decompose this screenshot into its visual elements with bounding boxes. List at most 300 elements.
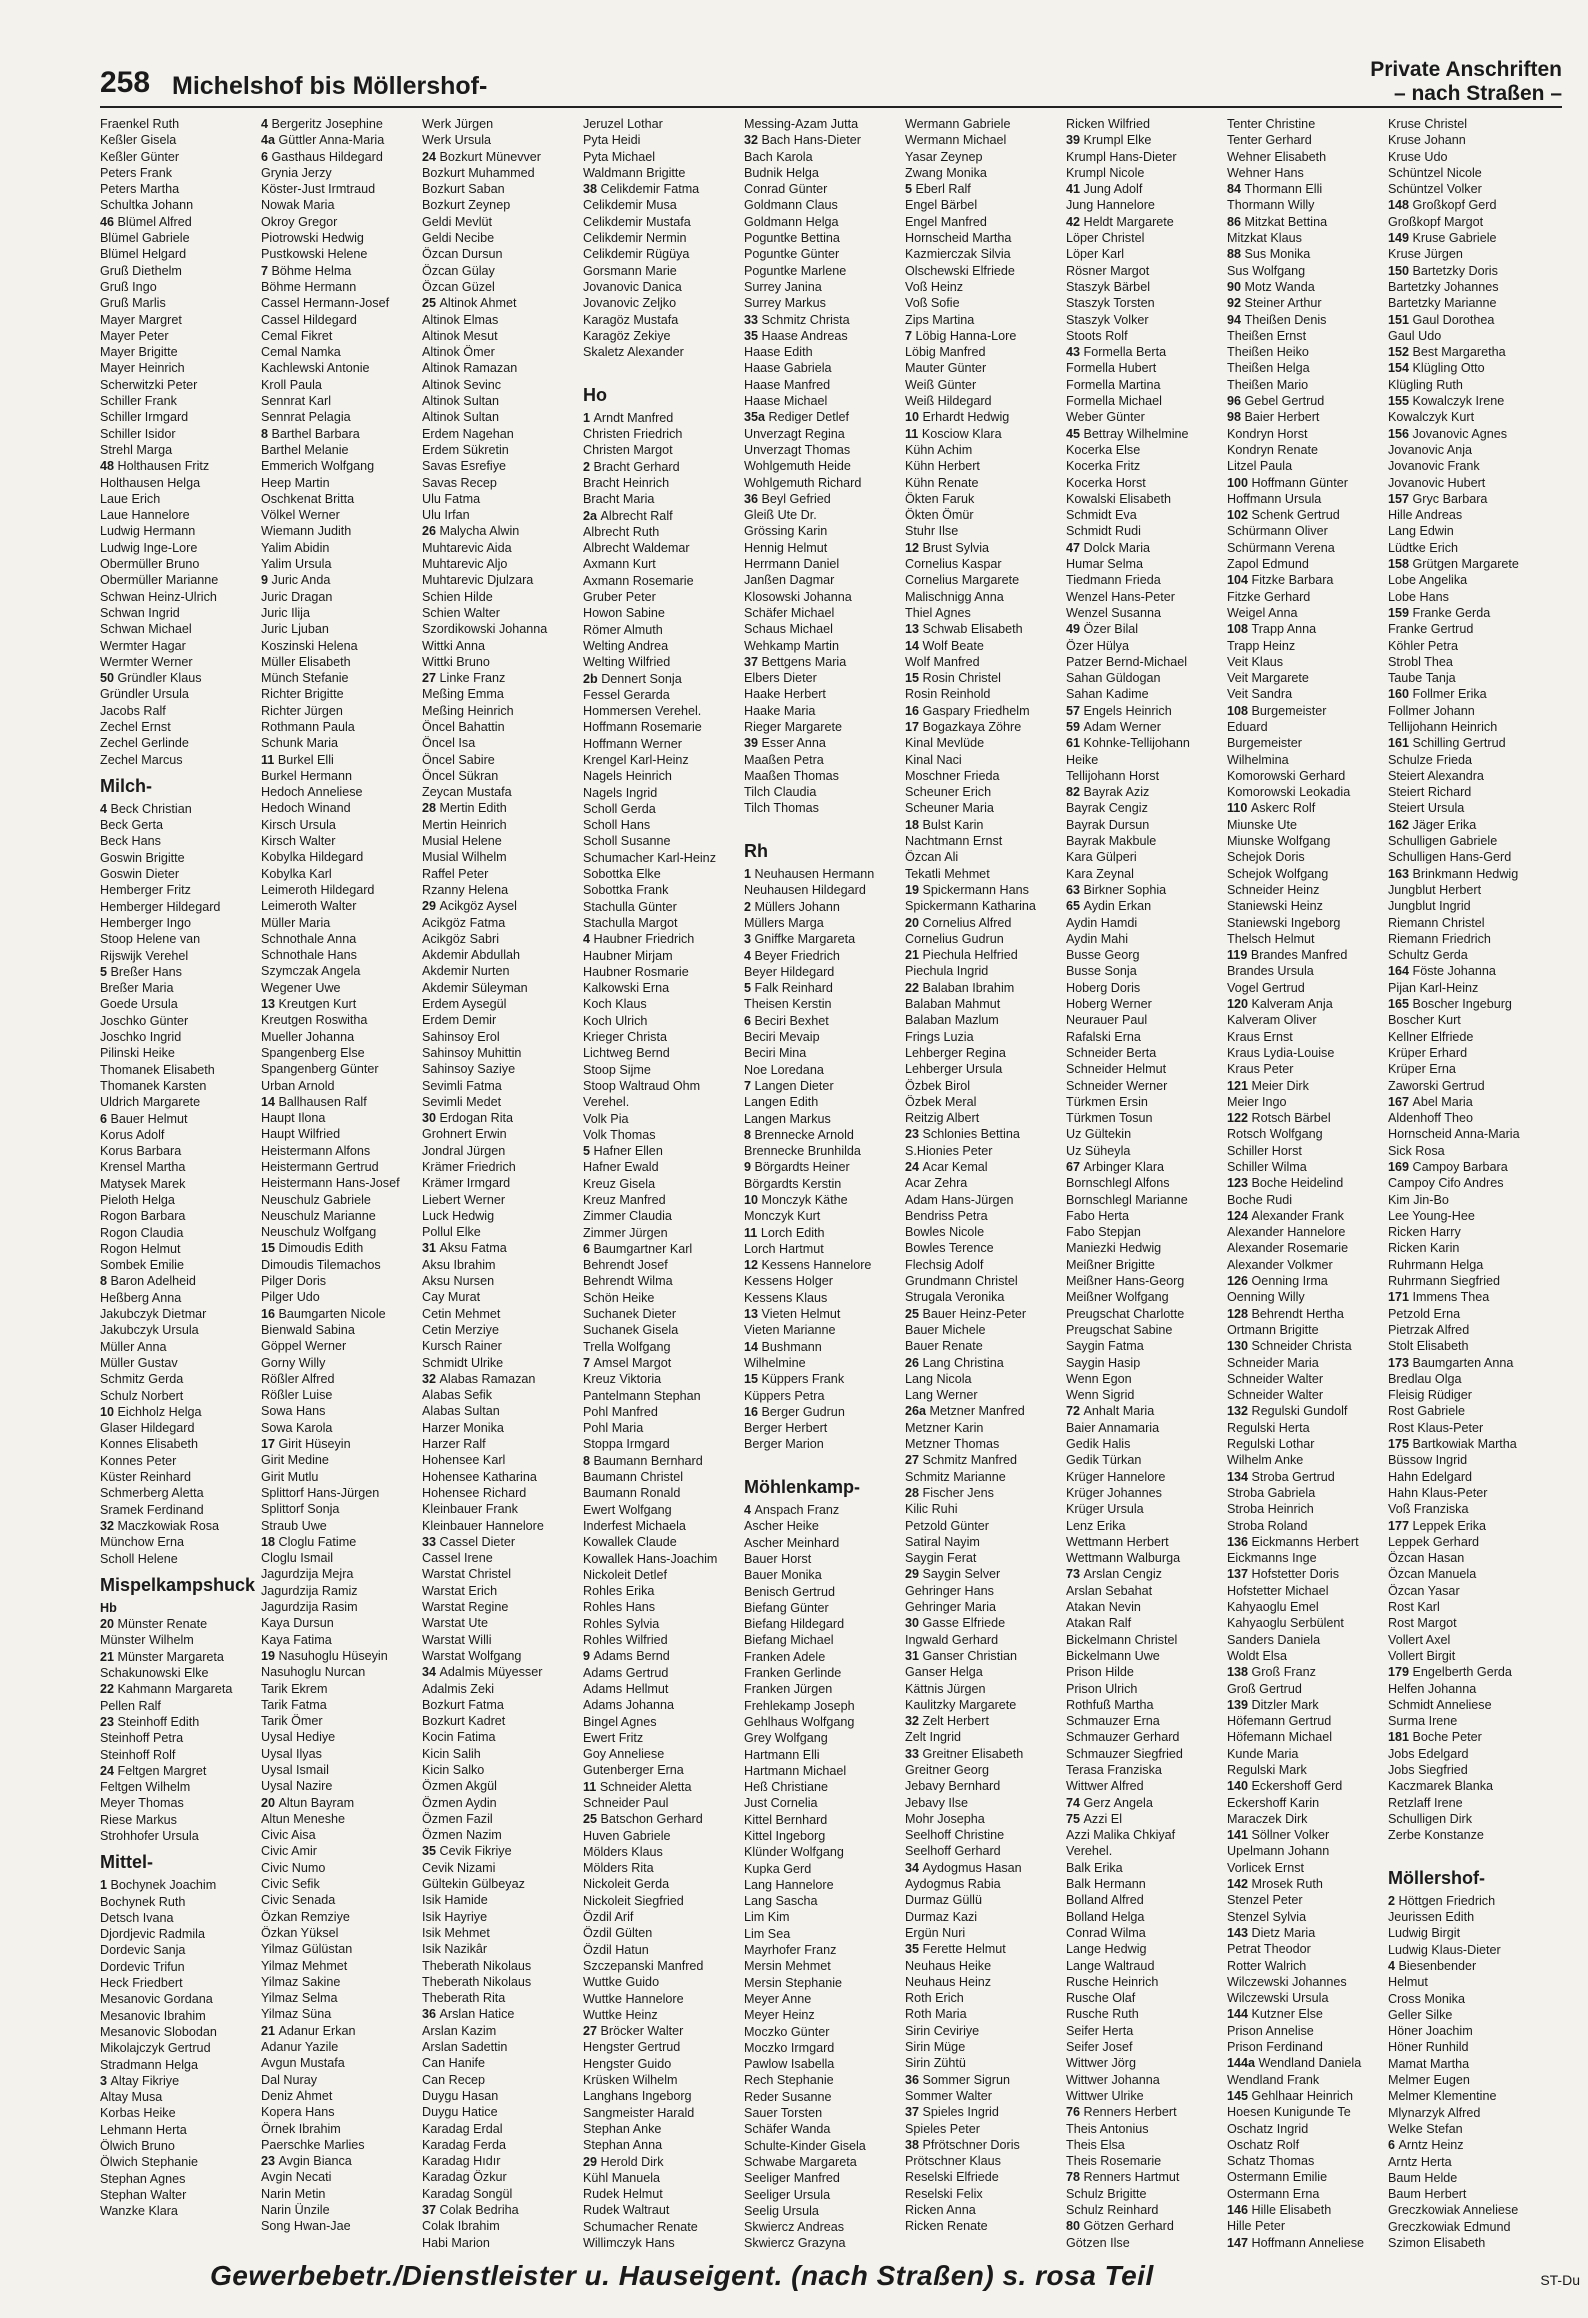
- directory-entry: Uldrich Margarete: [100, 1095, 201, 1110]
- directory-entry: 14 Ballhausen Ralf: [261, 1094, 367, 1109]
- directory-entry: Kraus Ernst: [1227, 1029, 1293, 1044]
- directory-entry: Altinok Mesut: [422, 328, 498, 343]
- directory-entry: Münch Stefanie: [261, 671, 349, 686]
- directory-entry: 4 Beyer Friedrich: [744, 948, 840, 963]
- directory-entry: Jebavy Bernhard: [905, 1779, 1001, 1794]
- directory-entry: 39 Esser Anna: [744, 736, 826, 751]
- directory-entry: Isik Nazikâr: [422, 1942, 488, 1957]
- directory-column-4: [583, 116, 744, 2251]
- directory-entry: Fabo Herta: [1066, 1208, 1129, 1223]
- directory-entry: Theberath Nikolaus: [422, 1974, 532, 1989]
- directory-entry: Szordikowski Johanna: [422, 622, 548, 637]
- directory-entry: Ulu Irfan: [422, 508, 470, 523]
- house-number: 4a: [261, 133, 279, 148]
- directory-entry: Wittwer Ulrike: [1066, 2088, 1144, 2103]
- directory-entry: Dordevic Sanja: [100, 1943, 186, 1958]
- directory-entry: Budnik Helga: [744, 165, 819, 180]
- house-number: 39: [744, 736, 762, 751]
- directory-entry: Rößler Luise: [261, 1388, 333, 1403]
- directory-entry: Mauter Günter: [905, 361, 987, 376]
- directory-entry: Moczko Günter: [744, 2024, 830, 2039]
- house-number: 49: [1066, 622, 1084, 637]
- house-number: 90: [1227, 279, 1245, 294]
- directory-entry: Kalkowski Erna: [583, 981, 670, 996]
- house-number: 35: [905, 1942, 923, 1957]
- directory-entry: Regulski Mark: [1227, 1762, 1307, 1777]
- directory-entry: Berger Marion: [744, 1437, 824, 1452]
- directory-entry: Pilinski Heike: [100, 1046, 175, 1061]
- directory-entry: Splittorf Sonja: [261, 1502, 340, 1517]
- directory-entry: 7 Amsel Margot: [583, 1355, 672, 1370]
- directory-entry: 67 Arbinger Klara: [1066, 1160, 1165, 1174]
- directory-entry: Tenter Christine: [1227, 117, 1316, 131]
- directory-entry: Baumann Ronald: [583, 1486, 681, 1501]
- directory-entry: 7 Böhme Helma: [261, 263, 352, 278]
- directory-entry: Reselski Elfriede: [905, 2170, 999, 2185]
- directory-entry: Kellner Elfriede: [1388, 1029, 1474, 1044]
- directory-entry: Arslan Sadettin: [422, 2040, 508, 2055]
- directory-entry: Öncel Sabire: [422, 752, 495, 767]
- directory-entry: 157 Gryc Barbara: [1388, 491, 1488, 506]
- directory-entry: Erdem Nagehan: [422, 426, 514, 441]
- directory-entry: 29 Herold Dirk: [583, 2154, 664, 2169]
- directory-entry: Durmaz Kazi: [905, 1909, 978, 1924]
- directory-entry: 154 Klügling Otto: [1388, 361, 1485, 376]
- directory-entry: 9 Börgardts Heiner: [744, 1160, 850, 1175]
- directory-entry: Meißner Hans-Georg: [1066, 1274, 1185, 1289]
- house-number: 148: [1388, 198, 1413, 213]
- directory-entry: Acikgöz Sabri: [422, 931, 499, 946]
- directory-entry: 121 Meier Dirk: [1227, 1078, 1309, 1093]
- directory-entry: Krensel Martha: [100, 1160, 186, 1175]
- directory-entry: Breßer Maria: [100, 981, 174, 996]
- directory-entry: Arslan Kazim: [422, 2023, 497, 2038]
- directory-entry: Hoesen Kunigunde Te: [1227, 2105, 1351, 2120]
- house-number: 63: [1066, 882, 1084, 897]
- directory-entry: Gültekin Gülbeyaz: [422, 1877, 525, 1892]
- directory-entry: Mohr Josepha: [905, 1811, 985, 1826]
- directory-entry: 76 Renners Herbert: [1066, 2105, 1177, 2120]
- directory-entry: Gruß Ingo: [100, 279, 157, 294]
- directory-entry: Skwiercz Grazyna: [744, 2236, 846, 2251]
- directory-entry: Heistermann Gertrud: [261, 1160, 379, 1174]
- directory-entry: Bayrak Dursun: [1066, 817, 1150, 832]
- directory-entry: Rost Klaus-Peter: [1388, 1420, 1484, 1435]
- directory-entry: Kessens Holger: [744, 1274, 833, 1289]
- directory-entry: Özdil Arif: [583, 1910, 634, 1925]
- directory-entry: Theberath Nikolaus: [422, 1958, 532, 1973]
- house-number: 23: [261, 2154, 279, 2169]
- directory-entry: Jeurissen Edith: [1388, 1910, 1475, 1925]
- directory-entry: Aldenhoff Theo: [1388, 1111, 1473, 1126]
- directory-entry: Jakubczyk Ursula: [100, 1323, 199, 1338]
- directory-entry: Steiert Ursula: [1388, 801, 1465, 816]
- directory-entry: Raffel Peter: [422, 866, 489, 881]
- directory-entry: Warstat Willi: [422, 1632, 492, 1647]
- directory-entry: Sahan Kadime: [1066, 687, 1149, 702]
- directory-entry: 162 Jäger Erika: [1388, 817, 1477, 832]
- directory-entry: Akdemir Abdullah: [422, 948, 521, 963]
- directory-entry: 6 Arntz Heinz: [1388, 2138, 1464, 2153]
- directory-entry: 12 Brust Sylvia: [905, 540, 990, 555]
- directory-entry: Lobe Angelika: [1388, 573, 1468, 588]
- directory-entry: Keßler Gisela: [100, 133, 177, 148]
- directory-entry: Savas Recep: [422, 475, 497, 490]
- directory-entry: Özmen Aydin: [422, 1795, 497, 1810]
- directory-entry: 144a Wendland Daniela: [1227, 2056, 1362, 2071]
- directory-entry: Schultka Johann: [100, 198, 194, 213]
- directory-entry: Sirin Ceviriye: [905, 2023, 980, 2038]
- directory-entry: Aydin Hamdi: [1066, 915, 1138, 930]
- directory-entry: Barthel Melanie: [261, 442, 349, 457]
- house-number: 132: [1227, 1404, 1252, 1419]
- directory-entry: Tarik Fatma: [261, 1697, 327, 1712]
- directory-entry: 16 Gaspary Friedhelm: [905, 703, 1030, 718]
- directory-entry: Schaus Michael: [744, 622, 833, 637]
- directory-entry: Sahinsoy Saziye: [422, 1062, 516, 1077]
- house-number: 33: [744, 312, 762, 327]
- directory-entry: Goswin Dieter: [100, 867, 180, 882]
- directory-entry: Kühn Renate: [905, 475, 979, 490]
- directory-entry: Haupt Ilona: [261, 1111, 326, 1126]
- directory-entry: Langhans Ingeborg: [583, 2089, 692, 2104]
- directory-entry: Habi Marion: [422, 2235, 490, 2250]
- directory-entry: Avgun Mustafa: [261, 2056, 345, 2071]
- directory-entry: Oschatz Rolf: [1227, 2137, 1300, 2152]
- directory-entry: Hartmann Elli: [744, 1747, 820, 1762]
- directory-entry: Beciri Mevaip: [744, 1030, 820, 1045]
- directory-entry: Kättnis Jürgen: [905, 1681, 986, 1696]
- directory-entry: Lang Nicola: [905, 1371, 972, 1386]
- directory-entry: Sramek Ferdinand: [100, 1502, 204, 1517]
- directory-entry: Schneider Paul: [583, 1795, 669, 1810]
- directory-entry: Lang Hannelore: [744, 1877, 834, 1892]
- house-number: 27: [583, 2024, 601, 2039]
- directory-entry: Kowalczyk Kurt: [1388, 410, 1475, 425]
- directory-entry: Köster-Just Irmtraud: [261, 182, 376, 197]
- directory-entry: Theis Antonius: [1066, 2121, 1149, 2136]
- directory-entry: 41 Jung Adolf: [1066, 182, 1143, 197]
- directory-columns: [100, 116, 1562, 2251]
- house-number: 162: [1388, 817, 1413, 832]
- house-number: 11: [905, 426, 922, 441]
- directory-entry: 165 Boscher Ingeburg: [1388, 997, 1512, 1012]
- directory-entry: Altinok Ramazan: [422, 361, 518, 376]
- directory-entry: Erdem Aysegül: [422, 997, 507, 1012]
- directory-entry: Splittorf Hans-Jürgen: [261, 1485, 380, 1500]
- directory-entry: Cassel Hildegard: [261, 312, 357, 327]
- directory-entry: Wehkamp Martin: [744, 638, 839, 653]
- house-number: 24: [422, 149, 440, 164]
- directory-entry: Conrad Wilma: [1066, 1925, 1146, 1940]
- directory-entry: Formella Martina: [1066, 377, 1161, 392]
- directory-entry: Strohhofer Ursula: [100, 1828, 199, 1843]
- directory-entry: Zips Martina: [905, 312, 975, 327]
- directory-entry: Meyer Thomas: [100, 1796, 184, 1811]
- directory-entry: Campoy Cifo Andres: [1388, 1176, 1504, 1191]
- directory-entry: Leimeroth Hildegard: [261, 882, 375, 897]
- directory-entry: Litzel Paula: [1227, 459, 1293, 474]
- directory-entry: Rudek Waltraut: [583, 2203, 670, 2218]
- directory-entry: Cassel Irene: [422, 1551, 493, 1566]
- directory-entry: Seifer Herta: [1066, 2023, 1134, 2038]
- directory-entry: Kondryn Horst: [1227, 426, 1308, 441]
- directory-entry: Cornelius Gudrun: [905, 931, 1004, 946]
- directory-entry: Özmen Nazim: [422, 1828, 502, 1843]
- directory-entry: Peters Frank: [100, 165, 173, 180]
- house-number: 35: [744, 328, 762, 343]
- directory-entry: Bartetzky Johannes: [1388, 279, 1499, 294]
- house-number: 10: [905, 410, 923, 425]
- directory-entry: Civic Aisa: [261, 1828, 316, 1843]
- directory-entry: 27 Bröcker Walter: [583, 2024, 684, 2039]
- directory-entry: Theißen Helga: [1227, 361, 1310, 376]
- house-number: 16: [744, 1404, 762, 1419]
- directory-entry: Miunske Wolfgang: [1227, 834, 1331, 849]
- directory-entry: 25 Bauer Heinz-Peter: [905, 1306, 1027, 1321]
- directory-entry: Fessel Gerarda: [583, 687, 670, 702]
- directory-entry: Preugschat Sabine: [1066, 1322, 1173, 1337]
- house-number: 175: [1388, 1437, 1413, 1452]
- house-number: 47: [1066, 540, 1084, 555]
- directory-entry: Hemberger Fritz: [100, 883, 191, 898]
- house-number: 32: [422, 1371, 440, 1386]
- directory-entry: 33 Schmitz Christa: [744, 312, 850, 327]
- directory-entry: Christen Friedrich: [583, 427, 683, 442]
- directory-entry: Poguntke Bettina: [744, 231, 840, 246]
- directory-entry: Beciri Mina: [744, 1046, 807, 1061]
- directory-entry: Kazmierczak Silvia: [905, 247, 1011, 262]
- directory-entry: Müller Maria: [261, 915, 331, 930]
- directory-entry: 27 Linke Franz: [422, 671, 506, 686]
- directory-entry: Kleinbauer Frank: [422, 1502, 518, 1517]
- directory-entry: 86 Mitzkat Bettina: [1227, 214, 1328, 229]
- directory-entry: Schiller Wilma: [1227, 1160, 1307, 1174]
- house-number: 6: [744, 1013, 755, 1028]
- directory-entry: 10 Eichholz Helga: [100, 1404, 202, 1419]
- directory-entry: Heß Christiane: [744, 1780, 828, 1795]
- directory-entry: Yilmaz Sakine: [261, 1974, 341, 1989]
- house-number: 144a: [1227, 2056, 1259, 2071]
- directory-entry: Obermüller Bruno: [100, 557, 200, 572]
- directory-entry: Hedoch Winand: [261, 801, 351, 816]
- directory-entry: 139 Ditzler Mark: [1227, 1697, 1319, 1712]
- directory-entry: Lenz Erika: [1066, 1518, 1126, 1533]
- directory-entry: Volk Thomas: [583, 1127, 656, 1142]
- house-number: 42: [1066, 214, 1084, 229]
- directory-entry: Messing-Azam Jutta: [744, 117, 859, 131]
- directory-entry: Schneider Heinz: [1227, 882, 1320, 897]
- directory-entry: Moczko Irmgard: [744, 2040, 835, 2055]
- house-number: 2: [744, 899, 755, 914]
- house-number: 137: [1227, 1567, 1252, 1582]
- directory-entry: 163 Brinkmann Hedwig: [1388, 866, 1519, 881]
- house-number: 9: [744, 1160, 755, 1175]
- directory-entry: Stenzel Sylvia: [1227, 1909, 1307, 1924]
- directory-entry: Paerschke Marlies: [261, 2137, 365, 2152]
- directory-entry: Meyer Anne: [744, 1991, 812, 2006]
- directory-entry: Richter Brigitte: [261, 687, 344, 702]
- directory-entry: 16 Baumgarten Nicole: [261, 1306, 386, 1321]
- directory-entry: Bowles Terence: [905, 1241, 994, 1256]
- directory-entry: Celikdemir Rügüya: [583, 247, 690, 262]
- directory-entry: Bartetzky Marianne: [1388, 296, 1497, 311]
- house-number: 161: [1388, 736, 1413, 751]
- directory-entry: Bienwald Sabina: [261, 1322, 355, 1337]
- directory-entry: Beyer Hildegard: [744, 964, 835, 979]
- directory-entry: Kreuz Manfred: [583, 1193, 666, 1207]
- house-number: 142: [1227, 1877, 1252, 1892]
- directory-entry: Surma Irene: [1388, 1714, 1458, 1729]
- directory-entry: Türkmen Ersin: [1066, 1094, 1148, 1109]
- directory-entry: Neuschulz Marianne: [261, 1208, 376, 1223]
- directory-entry: 31 Aksu Fatma: [422, 1241, 507, 1256]
- directory-entry: 23 Schlonies Bettina: [905, 1127, 1020, 1142]
- directory-entry: Stenzel Peter: [1227, 1893, 1303, 1908]
- directory-entry: Stoppa Irmgard: [583, 1437, 670, 1452]
- directory-entry: Rotsch Wolfgang: [1227, 1127, 1323, 1142]
- directory-entry: Spickermann Katharina: [905, 899, 1036, 914]
- house-number: 15: [261, 1241, 279, 1256]
- directory-entry: Wuttke Guido: [583, 1975, 660, 1990]
- directory-entry: Hoffmann Werner: [583, 736, 682, 751]
- directory-entry: Axmann Kurt: [583, 557, 656, 572]
- house-number: 1: [583, 410, 594, 425]
- directory-entry: Muhtarevic Aida: [422, 540, 512, 555]
- directory-entry: Narin Metin: [261, 2186, 326, 2201]
- directory-entry: Straub Uwe: [261, 1518, 327, 1533]
- directory-entry: Haase Manfred: [744, 377, 831, 392]
- house-number: 34: [905, 1860, 923, 1875]
- directory-entry: Dal Nuray: [261, 2072, 317, 2087]
- directory-entry: Fleisig Rüdiger: [1388, 1388, 1472, 1403]
- directory-entry: Franken Jürgen: [744, 1682, 833, 1697]
- directory-entry: Krämer Irmgard: [422, 1176, 511, 1191]
- directory-entry: Bickelmann Christel: [1066, 1632, 1178, 1647]
- directory-entry: Gehringer Maria: [905, 1600, 996, 1615]
- house-number: 155: [1388, 394, 1413, 409]
- directory-entry: 120 Kalveram Anja: [1227, 997, 1333, 1012]
- directory-entry: Bayrak Cengiz: [1066, 801, 1148, 816]
- directory-entry: Skaletz Alexander: [583, 345, 684, 360]
- directory-entry: Schwan Michael: [100, 622, 192, 637]
- directory-entry: Kroll Paula: [261, 377, 322, 392]
- directory-entry: Jung Hannelore: [1066, 198, 1155, 213]
- directory-entry: Bozkurt Saban: [422, 182, 505, 197]
- directory-column-8: [1227, 116, 1388, 2251]
- directory-entry: Neurauer Paul: [1066, 1013, 1148, 1028]
- directory-entry: 23 Steinhoff Edith: [100, 1714, 200, 1729]
- directory-entry: 11 Burkel Elli: [261, 752, 334, 767]
- house-number: 6: [1388, 2138, 1399, 2153]
- directory-entry: Bowles Nicole: [905, 1225, 985, 1240]
- directory-entry: Neuschulz Wolfgang: [261, 1225, 377, 1240]
- directory-entry: Cross Monika: [1388, 1991, 1465, 2006]
- directory-entry: 47 Dolck Maria: [1066, 540, 1150, 555]
- house-number: 3: [744, 932, 755, 947]
- directory-entry: Kahyaoglu Serbülent: [1227, 1616, 1344, 1631]
- directory-entry: Meßing Emma: [422, 687, 504, 702]
- directory-entry: Ökten Faruk: [905, 491, 975, 506]
- directory-entry: Bracht Maria: [583, 492, 655, 507]
- directory-entry: Tilch Claudia: [744, 785, 817, 800]
- directory-entry: Civic Numo: [261, 1860, 326, 1875]
- directory-entry: Bayrak Makbule: [1066, 834, 1157, 849]
- directory-entry: Boche Rudi: [1227, 1192, 1293, 1207]
- directory-entry: Fitzke Gerhard: [1227, 589, 1311, 604]
- directory-entry: Seeliger Manfred: [744, 2171, 840, 2186]
- house-number: 19: [261, 1648, 279, 1663]
- directory-entry: Zaworski Gertrud: [1388, 1078, 1485, 1093]
- directory-entry: Neuschulz Gabriele: [261, 1192, 371, 1207]
- directory-entry: 17 Girit Hüseyin: [261, 1437, 351, 1452]
- directory-entry: Groß Gertrud: [1227, 1681, 1302, 1696]
- directory-entry: Mertin Heinrich: [422, 817, 507, 832]
- directory-entry: 10 Monczyk Käthe: [744, 1193, 848, 1207]
- directory-entry: Brennecke Brunhilda: [744, 1144, 861, 1159]
- directory-entry: Riese Markus: [100, 1812, 177, 1827]
- directory-entry: 78 Renners Hartmut: [1066, 2170, 1180, 2185]
- directory-entry: Hemberger Hildegard: [100, 899, 221, 914]
- directory-entry: Neuhaus Heinz: [905, 1974, 992, 1989]
- directory-entry: Petrat Theodor: [1227, 1942, 1311, 1957]
- house-number: 27: [422, 671, 440, 686]
- house-number: 22: [100, 1682, 118, 1697]
- directory-entry: Bauer Horst: [744, 1551, 812, 1566]
- house-number: 108: [1227, 703, 1252, 718]
- house-number: 22: [905, 980, 923, 995]
- directory-entry: 148 Großkopf Gerd: [1388, 198, 1497, 213]
- directory-entry: Schejok Doris: [1227, 850, 1305, 865]
- directory-entry: Zerbe Konstanze: [1388, 1828, 1484, 1843]
- directory-entry: Baum Helde: [1388, 2170, 1458, 2185]
- directory-entry: Rudek Helmut: [583, 2187, 663, 2202]
- directory-entry: Staniewski Heinz: [1227, 899, 1323, 914]
- directory-entry: 92 Steiner Arthur: [1227, 296, 1322, 311]
- directory-entry: Janßen Dagmar: [744, 573, 835, 588]
- directory-entry: Arntz Herta: [1388, 2154, 1452, 2169]
- directory-entry: Ricken Renate: [905, 2219, 988, 2234]
- directory-entry: Gehringer Hans: [905, 1583, 994, 1598]
- directory-entry: Metzner Karin: [905, 1420, 984, 1435]
- directory-entry: Cay Murat: [422, 1290, 481, 1305]
- directory-entry: Ricken Harry: [1388, 1225, 1461, 1240]
- directory-entry: Theisen Kerstin: [744, 997, 832, 1012]
- house-number: 5: [583, 1144, 594, 1159]
- directory-entry: Özcan Yasar: [1388, 1583, 1460, 1598]
- directory-entry: Warstat Ute: [422, 1616, 489, 1631]
- directory-entry: 2 Höttgen Friedrich: [1388, 1893, 1496, 1908]
- directory-entry: Rusche Olaf: [1066, 1991, 1136, 2006]
- directory-entry: Akdemir Süleyman: [422, 980, 528, 995]
- directory-entry: 74 Gerz Angela: [1066, 1795, 1153, 1810]
- directory-entry: 90 Motz Wanda: [1227, 279, 1315, 294]
- directory-entry: Wittwer Johanna: [1066, 2072, 1160, 2087]
- directory-entry: Karadag Songül: [422, 2186, 513, 2201]
- directory-entry: Mikolajczyk Gertrud: [100, 2041, 211, 2056]
- directory-entry: Burkel Hermann: [261, 768, 352, 783]
- directory-entry: Monczyk Kurt: [744, 1209, 821, 1224]
- directory-entry: Pollul Elke: [422, 1225, 481, 1240]
- corner-code: ST-Du: [1540, 2272, 1580, 2288]
- directory-entry: Altinok Ömer: [422, 345, 495, 360]
- directory-entry: Jobs Siegfried: [1388, 1762, 1468, 1777]
- directory-entry: Müllers Marga: [744, 915, 824, 930]
- directory-entry: Acar Zehra: [905, 1176, 968, 1191]
- directory-entry: Haase Michael: [744, 394, 828, 409]
- directory-entry: Wehner Elisabeth: [1227, 149, 1327, 164]
- directory-entry: Schmerberg Aletta: [100, 1486, 204, 1501]
